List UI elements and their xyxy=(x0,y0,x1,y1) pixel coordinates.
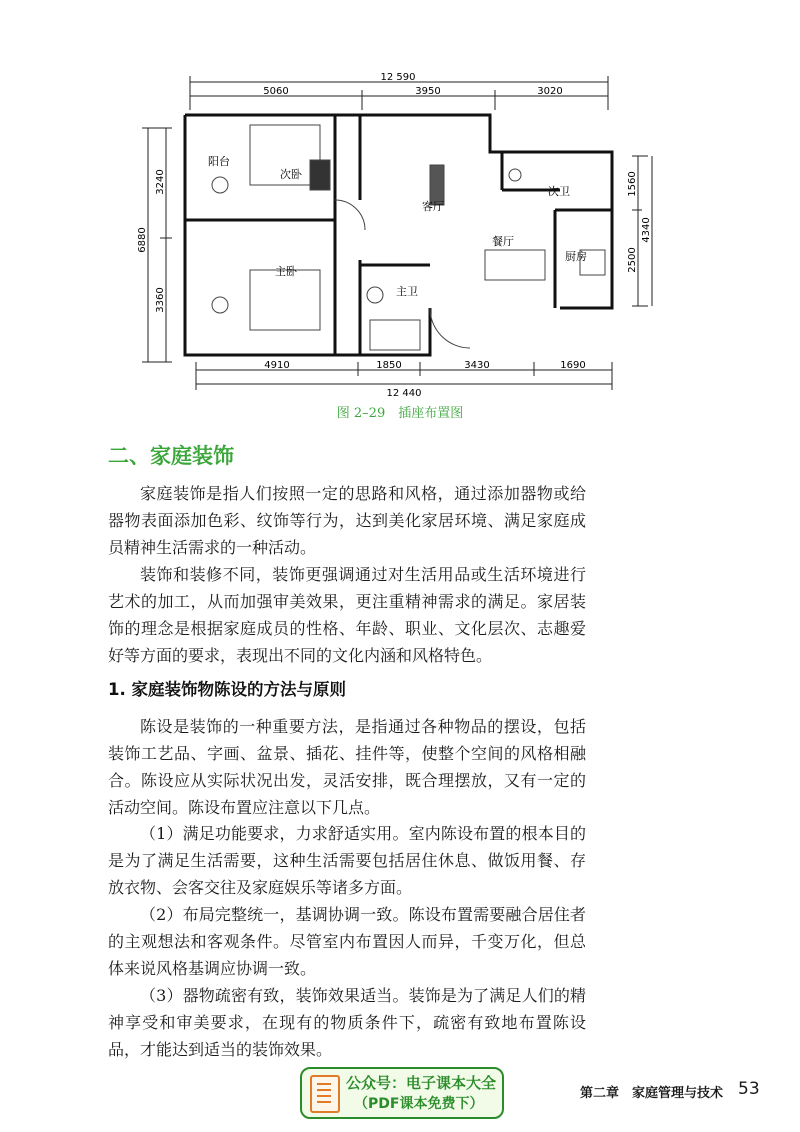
page-number: 53 xyxy=(738,1079,760,1099)
watermark-badge xyxy=(300,1067,504,1119)
dim-bottom-c: 3430 xyxy=(464,360,490,371)
dim-top-a: 5060 xyxy=(263,86,289,97)
room-master-bath: 主卫 xyxy=(396,285,418,298)
room-second-bath: 次卫 xyxy=(548,185,570,198)
room-master-bedroom: 主卧 xyxy=(275,265,297,278)
paragraph-4: （1）满足功能要求，力求舒适实用。室内陈设布置的根本目的是为了满足生活需要，这种生活需要包括居住休息、做饭用餐、存放衣物、会客交往及家庭娱乐等诸多方面。 xyxy=(108,824,586,897)
room-dining: 餐厅 xyxy=(492,235,514,248)
paragraph-1: 家庭装饰是指人们按照一定的思路和风格，通过添加器物或给器物表面添加色彩、纹饰等行为，达到美化家居环境、满足家庭成员精神生活需求的一种活动。 xyxy=(108,484,586,557)
dim-left-b: 3360 xyxy=(155,287,166,313)
room-living: 客厅 xyxy=(422,200,444,213)
book-icon xyxy=(310,1075,340,1113)
dim-bottom-total: 12 440 xyxy=(386,388,422,399)
dim-bottom-d: 1690 xyxy=(560,360,586,371)
floor-plan xyxy=(130,70,650,400)
dim-top-c: 3020 xyxy=(537,86,563,97)
dim-left-a: 3240 xyxy=(155,169,166,195)
dim-left-total: 6880 xyxy=(137,227,148,253)
dim-right-b: 4340 xyxy=(641,217,652,243)
paragraph-5: （2）布局完整统一，基调协调一致。陈设布置需要融合居住者的主观想法和客观条件。尽管室内布置因人而异，千变万化，但总体来说风格基调应协调一致。 xyxy=(108,905,586,978)
room-balcony: 阳台 xyxy=(208,155,230,168)
dim-right-c: 2500 xyxy=(627,247,638,273)
dim-top-b: 3950 xyxy=(415,86,441,97)
footer-chapter: 第二章 家庭管理与技术 xyxy=(580,1086,724,1101)
dim-right-a: 1560 xyxy=(627,171,638,197)
room-kitchen: 厨房 xyxy=(565,250,587,263)
watermark-line2: （PDF课本免费下） xyxy=(354,1096,484,1112)
dim-bottom-a: 4910 xyxy=(264,360,290,371)
paragraph-3: 陈设是装饰的一种重要方法，是指通过各种物品的摆设，包括装饰工艺品、字画、盆景、插花、挂件等，使整个空间的风格相融合。陈设应从实际状况出发，灵活安排，既合理摆放，又有一定的活动空间。陈设布置应注意以下几点。 xyxy=(108,717,586,817)
room-second-bedroom: 次卧 xyxy=(280,168,302,181)
watermark-line1: 公众号：电子课本大全 xyxy=(346,1074,497,1092)
figure-caption: 图 2–29 插座布置图 xyxy=(336,406,464,421)
section-title: 二、家庭装饰 xyxy=(108,443,234,468)
dim-top-total: 12 590 xyxy=(380,72,416,83)
paragraph-2: 装饰和装修不同，装饰更强调通过对生活用品或生活环境进行艺术的加工，从而加强审美效果，更注重精神需求的满足。家居装饰的理念是根据家庭成员的性格、年龄、职业、文化层次、志趣爱好等方面的要求，表现出不同的文化内涵和风格特色。 xyxy=(108,565,586,665)
dim-bottom-b: 1850 xyxy=(376,360,402,371)
subheading: 1. 家庭装饰物陈设的方法与原则 xyxy=(108,680,346,699)
paragraph-6: （3）器物疏密有致，装饰效果适当。装饰是为了满足人们的精神享受和审美要求，在现有的物质条件下，疏密有致地布置陈设品，才能达到适当的装饰效果。 xyxy=(108,986,586,1059)
